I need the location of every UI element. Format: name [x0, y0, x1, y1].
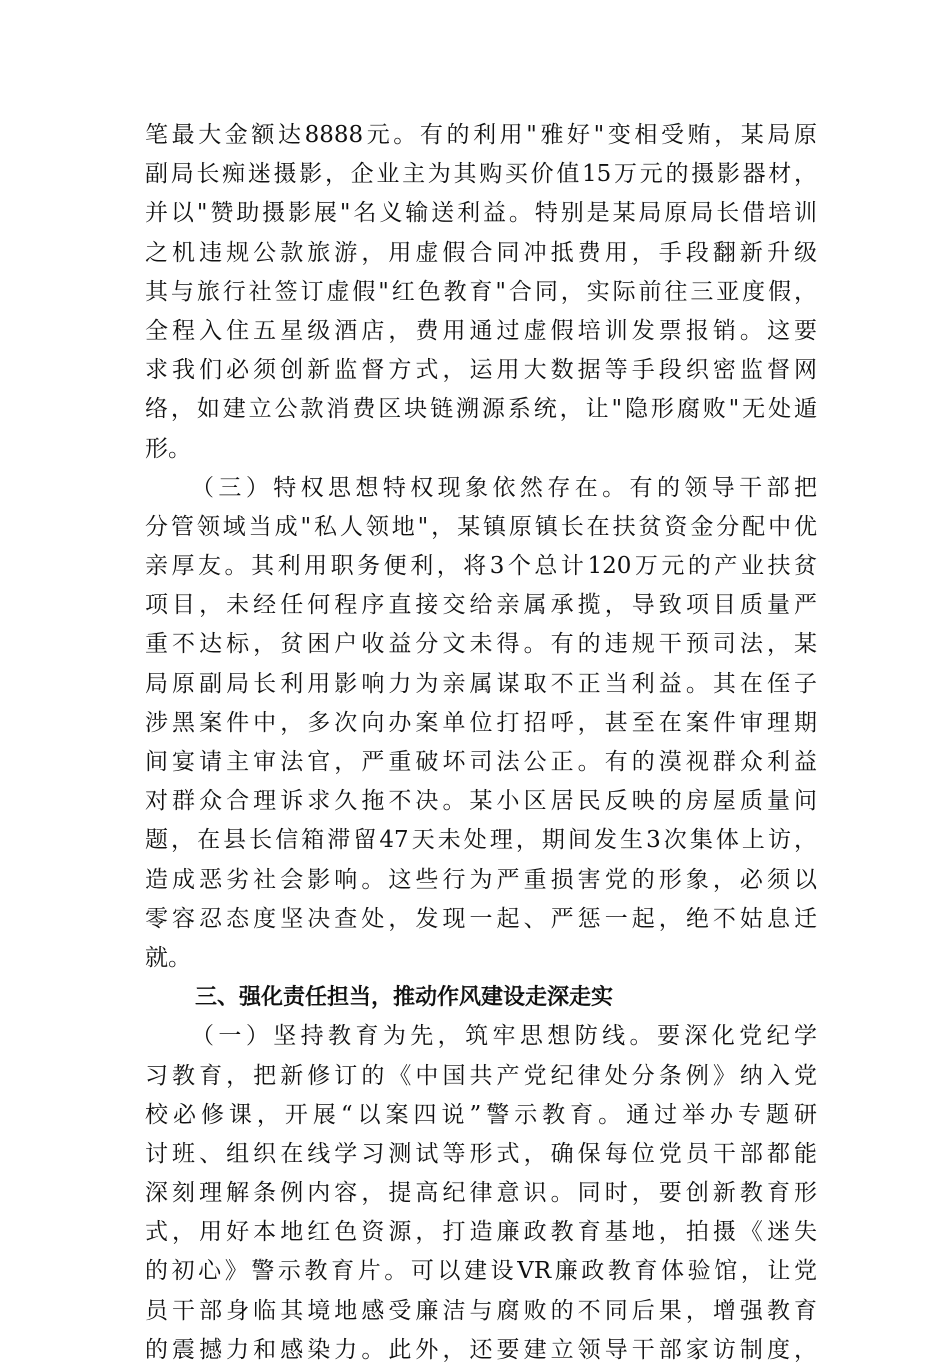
paragraph-2-line: 重不达标，贫困户收益分文未得。有的违规干预司法，某	[145, 631, 817, 658]
paragraph-1-line: 之机违规公款旅游，用虚假合同冲抵费用，手段翻新升级	[145, 239, 817, 266]
paragraph-3-line: 式，用好本地红色资源，打造廉政教育基地，拍摄《迷失	[145, 1219, 817, 1246]
paragraph-2-line: 造成恶劣社会影响。这些行为严重损害党的形象，必须以	[145, 866, 817, 893]
paragraph-1-line: 其与旅行社签订虚假"红色教育"合同，实际前往三亚度假，	[145, 278, 817, 305]
paragraph-2-line: 题，在县长信箱滞留47天未处理，期间发生3次集体上访，	[145, 827, 817, 854]
paragraph-2-line: 间宴请主审法官，严重破坏司法公正。有的漠视群众利益	[145, 749, 817, 775]
paragraph-1-line: 求我们必须创新监督方式，运用大数据等手段织密监督网	[145, 357, 817, 384]
paragraph-1-line: 笔最大金额达8888元。有的利用"雅好"变相受贿，某局原	[145, 122, 817, 148]
paragraph-1-line: 并以"赞助摄影展"名义输送利益。特别是某局原局长借培训	[145, 200, 817, 227]
paragraph-1-line: 副局长痴迷摄影，企业主为其购买价值15万元的摄影器材，	[145, 161, 817, 188]
paragraph-1-line: 全程入住五星级酒店，费用通过虚假培训发票报销。这要	[145, 317, 817, 344]
paragraph-1-line: 络，如建立公款消费区块链溯源系统，让"隐形腐败"无处遁	[145, 396, 817, 423]
paragraph-2-line: （三）特权思想特权现象依然存在。有的领导干部把	[191, 474, 817, 501]
paragraph-3-line: 的初心》警示教育片。可以建设VR廉政教育体验馆，让党	[145, 1258, 817, 1285]
paragraph-2-line: 项目，未经任何程序直接交给亲属承揽，导致项目质量严	[145, 592, 817, 619]
paragraph-2-line: 局原副局长利用影响力为亲属谋取不正当利益。其在侄子	[145, 670, 817, 697]
paragraph-3-line: 员干部身临其境地感受廉洁与腐败的不同后果，增强教育	[145, 1297, 817, 1324]
paragraph-2-line: 亲厚友。其利用职务便利，将3个总计120万元的产业扶贫	[145, 553, 817, 580]
paragraph-2-line: 零容忍态度坚决查处，发现一起、严惩一起，绝不姑息迁	[145, 905, 817, 932]
paragraph-3-line: 校必修课，开展“以案四说”警示教育。通过举办专题研	[145, 1101, 817, 1128]
section-heading: 三、强化责任担当，推动作风建设走深走实	[195, 985, 614, 1011]
paragraph-3-line: 讨班、组织在线学习测试等形式，确保每位党员干部都能	[145, 1140, 817, 1167]
paragraph-3-line: 深刻理解条例内容，提高纪律意识。同时，要创新教育形	[145, 1180, 817, 1207]
paragraph-3-line: 的震撼力和感染力。此外，还要建立领导干部家访制度，	[145, 1336, 817, 1363]
paragraph-1-line: 形。	[145, 435, 191, 462]
paragraph-2-line: 对群众合理诉求久拖不决。某小区居民反映的房屋质量问	[145, 788, 817, 815]
paragraph-2-line: 分管领域当成"私人领地"，某镇原镇长在扶贫资金分配中优	[145, 513, 817, 540]
paragraph-2-line: 涉黑案件中，多次向办案单位打招呼，甚至在案件审理期	[145, 709, 817, 736]
paragraph-3-line: 习教育，把新修订的《中国共产党纪律处分条例》纳入党	[145, 1062, 817, 1089]
paragraph-2-line: 就。	[145, 944, 191, 971]
paragraph-3-line: （一）坚持教育为先，筑牢思想防线。要深化党纪学	[191, 1023, 817, 1050]
document-body	[145, 116, 817, 1370]
